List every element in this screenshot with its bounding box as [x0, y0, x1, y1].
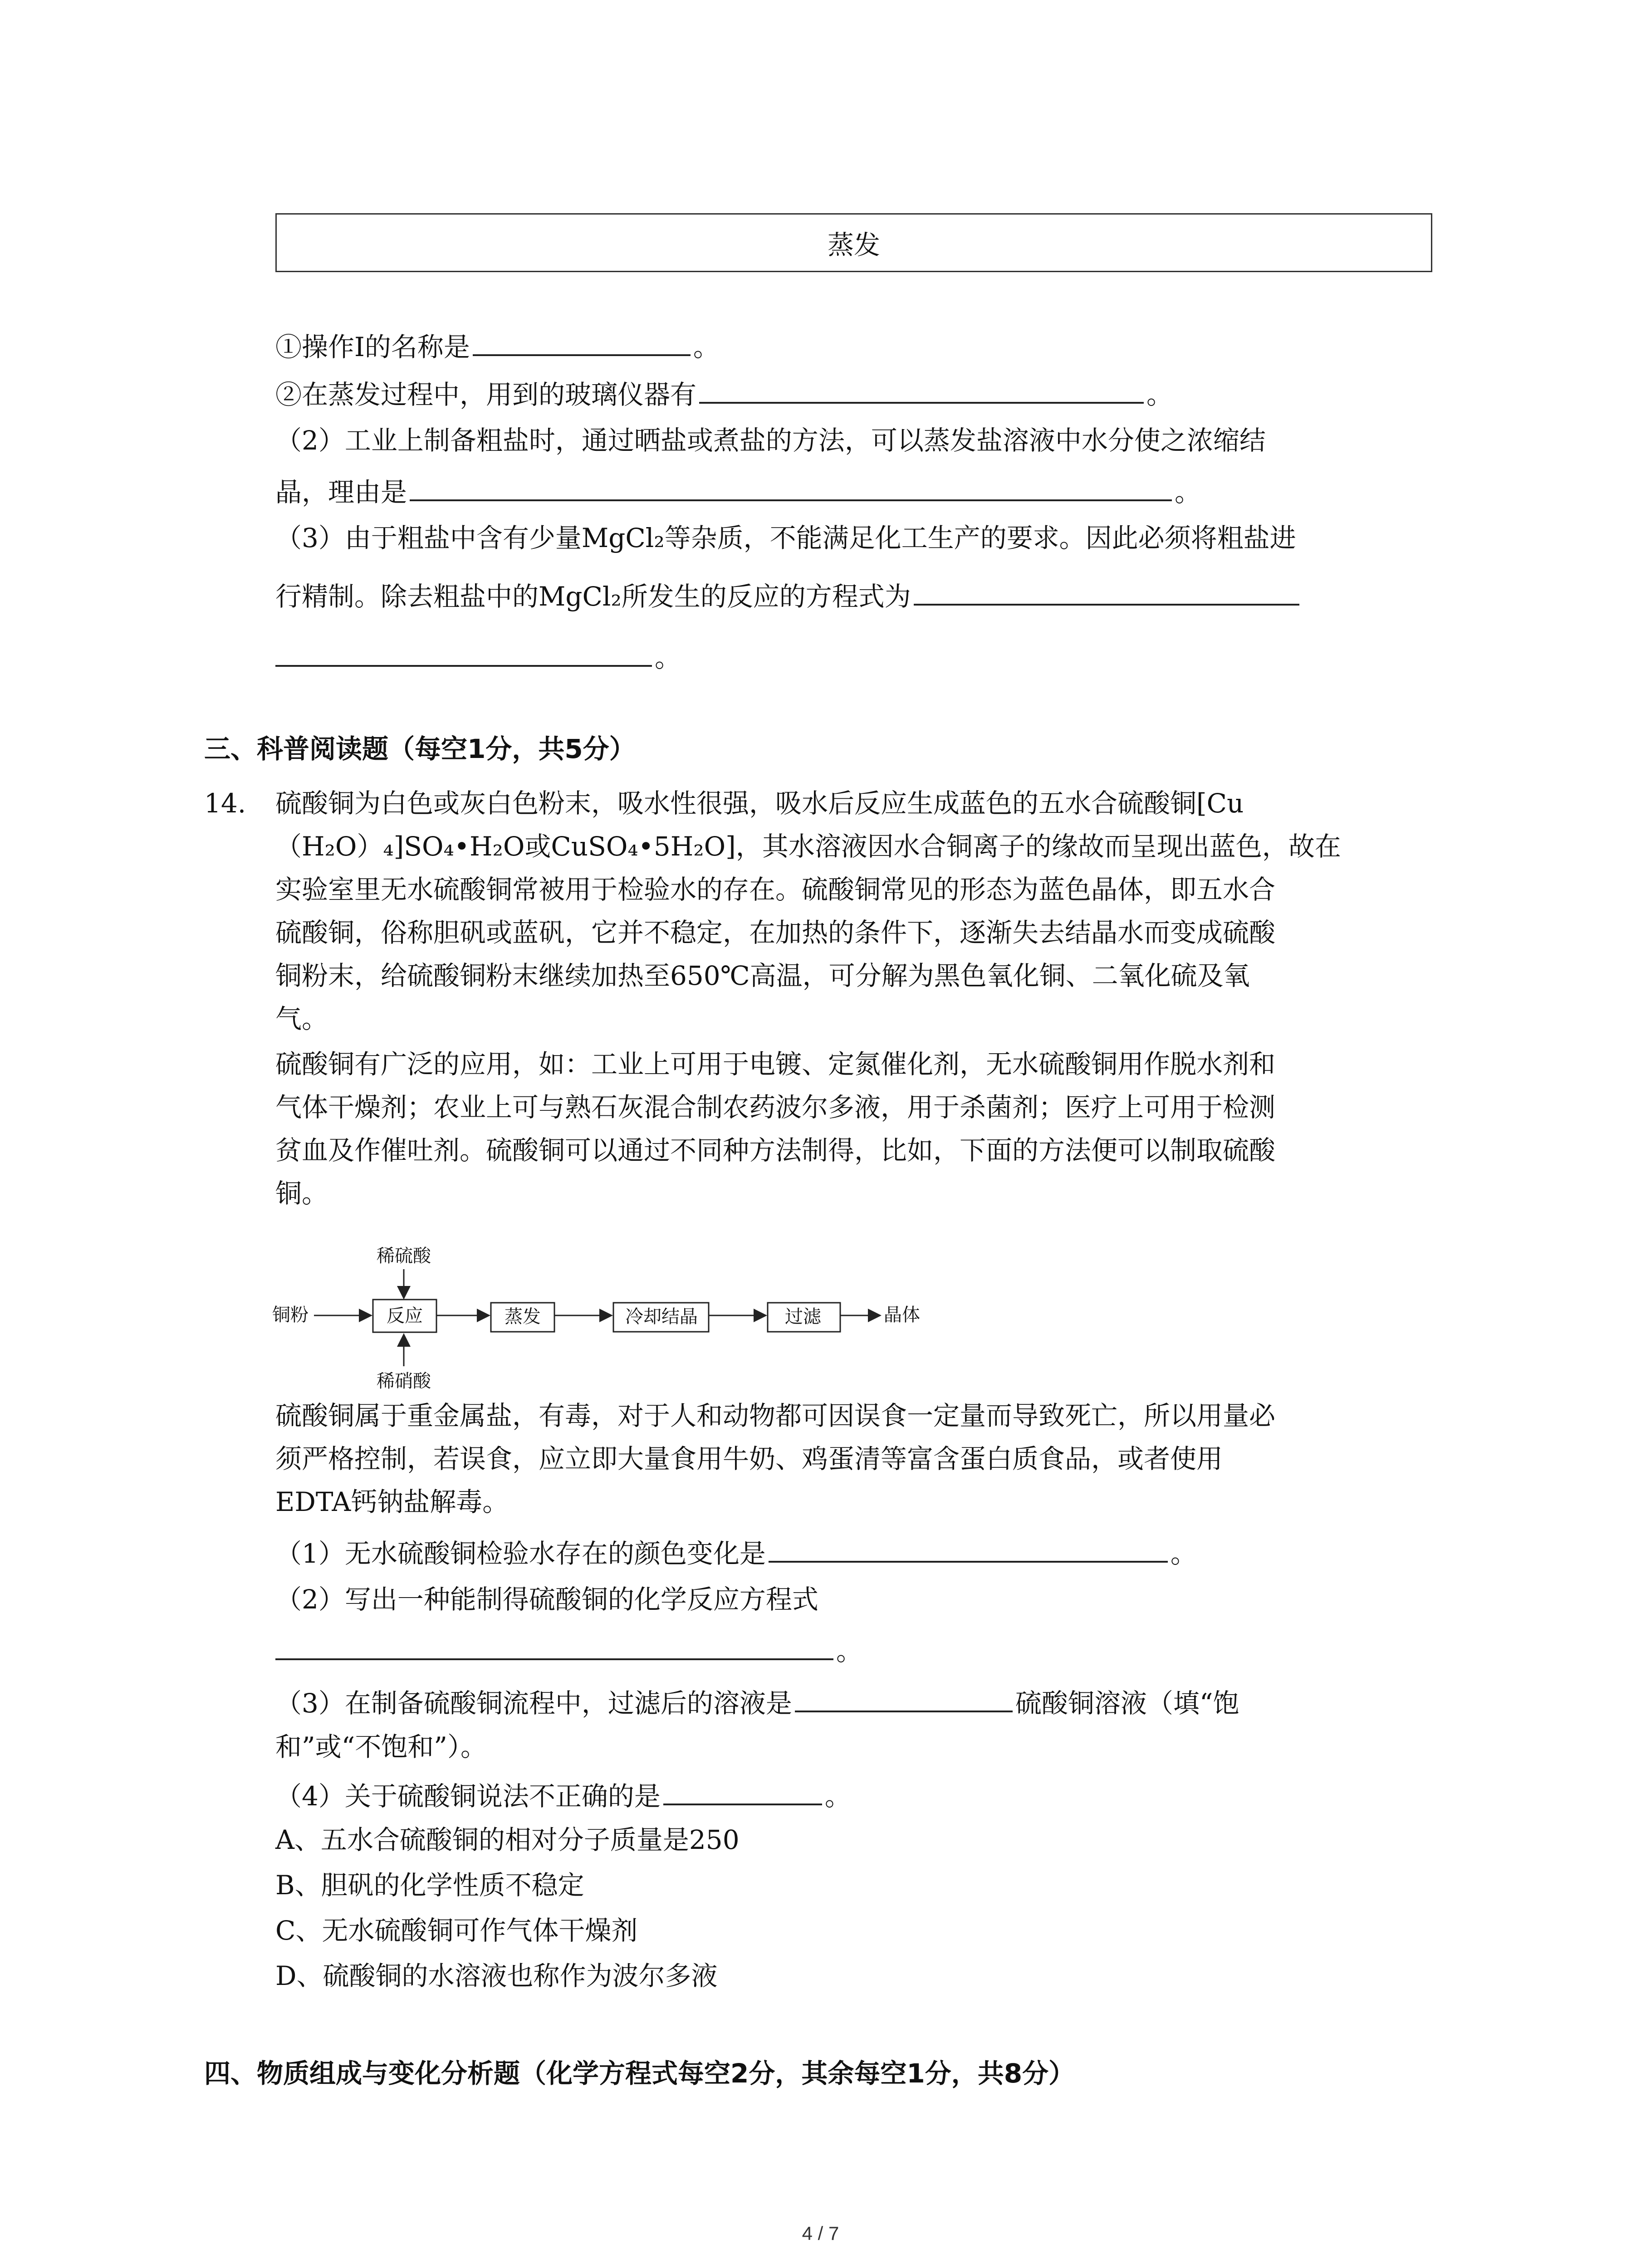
- q14-question-2: （2）写出一种能制得硫酸铜的化学反应方程式: [275, 1584, 818, 1615]
- q14-para1-line4: 硫酸铜，俗称胆矾或蓝矾，它并不稳定，在加热的条件下，逐渐失去结晶水而变成硫酸: [275, 917, 1276, 948]
- section-4-title: 四、物质组成与变化分析题（化学方程式每空2分，其余每空1分，共8分）: [204, 2058, 1075, 2089]
- answer-blank[interactable]: [663, 1778, 822, 1805]
- q14-para1-line3: 实验室里无水硫酸铜常被用于检验水的存在。硫酸铜常见的形态为蓝色晶体，即五水合: [275, 874, 1276, 905]
- answer-blank[interactable]: [914, 578, 1299, 606]
- q13-part3-c: 。: [275, 640, 681, 674]
- flow-step-reaction: 反应: [387, 1305, 423, 1326]
- answer-blank[interactable]: [410, 474, 1172, 501]
- q14-option-b: B、胆矾的化学性质不稳定: [275, 1870, 584, 1901]
- q14-para2-line2: 气体干燥剂；农业上可与熟石灰混合制农药波尔多液，用于杀菌剂；医疗上可用于检测: [275, 1092, 1276, 1123]
- q14-para2-line1: 硫酸铜有广泛的应用，如：工业上可用于电镀、定氮催化剂，无水硫酸铜用作脱水剂和: [275, 1049, 1276, 1080]
- answer-blank[interactable]: [769, 1535, 1168, 1563]
- q14-question-1: （1）无水硫酸铜检验水存在的颜色变化是 。: [275, 1535, 1197, 1570]
- flow-step-cool: 冷却结晶: [625, 1306, 698, 1327]
- q13-part3-b: 行精制。除去粗盐中的MgCl₂所发生的反应的方程式为: [275, 578, 1302, 613]
- flow-top-input: 稀硫酸: [377, 1246, 431, 1266]
- evaporation-label: 蒸发: [827, 230, 880, 260]
- q14-option-d: D、硫酸铜的水溶液也称作为波尔多液: [275, 1960, 718, 1991]
- flow-bottom-input: 稀硝酸: [377, 1371, 431, 1392]
- q13-part1-2: ②在蒸发过程中，用到的玻璃仪器有 。: [275, 376, 1173, 411]
- flow-step-evaporate: 蒸发: [505, 1306, 541, 1327]
- answer-blank[interactable]: [275, 1633, 833, 1660]
- section-3-title: 三、科普阅读题（每空1分，共5分）: [204, 733, 636, 764]
- q14-para1-line2: （H₂O）₄]SO₄•H₂O或CuSO₄•5H₂O]，其水溶液因水合铜离子的缘故而呈现出蓝色，故在: [275, 831, 1341, 862]
- flow-end: 晶体: [884, 1305, 920, 1325]
- q14-para1-line6: 气。: [275, 1003, 328, 1034]
- q13-part1-1: ①操作I的名称是 。: [275, 329, 720, 363]
- q14-option-a: A、五水合硫酸铜的相对分子质量是250: [275, 1824, 740, 1855]
- q14-option-c: C、无水硫酸铜可作气体干燥剂: [275, 1915, 638, 1946]
- answer-blank[interactable]: [699, 376, 1144, 404]
- q14-para2-line3: 贫血及作催吐剂。硫酸铜可以通过不同种方法制得，比如，下面的方法便可以制取硫酸: [275, 1135, 1276, 1166]
- copper-sulfate-flow-diagram: [272, 1243, 944, 1406]
- answer-blank[interactable]: [473, 329, 691, 356]
- q14-question-2-blank: 。: [275, 1633, 862, 1667]
- page-number: 4 / 7: [802, 2223, 839, 2244]
- flow-start: 铜粉: [272, 1305, 309, 1325]
- q13-part2-b: 晶，理由是 。: [275, 474, 1201, 508]
- q14-para2-line4: 铜。: [275, 1178, 328, 1209]
- q13-part2-a: （2）工业上制备粗盐时，通过晒盐或煮盐的方法，可以蒸发盐溶液中水分使之浓缩结: [275, 425, 1266, 456]
- q14-para3-line1: 硫酸铜属于重金属盐，有毒，对于人和动物都可因误食一定量而导致死亡，所以用量必: [275, 1400, 1276, 1431]
- answer-blank[interactable]: [795, 1685, 1013, 1712]
- q14-question-3: （3）在制备硫酸铜流程中，过滤后的溶液是 硫酸铜溶液（填“饱: [275, 1685, 1239, 1720]
- evaporation-box: [275, 213, 1432, 272]
- q14-para3-line3: EDTA钙钠盐解毒。: [275, 1486, 509, 1517]
- q14-para1-line5: 铜粉末，给硫酸铜粉末继续加热至650℃高温，可分解为黑色氧化铜、二氧化硫及氧: [275, 960, 1250, 991]
- q14-para3-line2: 须严格控制，若误食，应立即大量食用牛奶、鸡蛋清等富含蛋白质食品，或者使用: [275, 1443, 1223, 1474]
- q14-question-4: （4）关于硫酸铜说法不正确的是 。: [275, 1778, 851, 1813]
- q13-part3-a: （3）由于粗盐中含有少量MgCl₂等杂质，不能满足化工生产的要求。因此必须将粗盐进: [275, 523, 1296, 553]
- q14-para1-line1: 硫酸铜为白色或灰白色粉末，吸水性很强，吸水后反应生成蓝色的五水合硫酸铜[Cu: [275, 788, 1244, 819]
- q14-question-3-cont: 和”或“不饱和”）。: [275, 1731, 487, 1762]
- q14-number: 14.: [204, 788, 246, 819]
- answer-blank[interactable]: [275, 640, 652, 667]
- flow-step-filter: 过滤: [785, 1306, 821, 1327]
